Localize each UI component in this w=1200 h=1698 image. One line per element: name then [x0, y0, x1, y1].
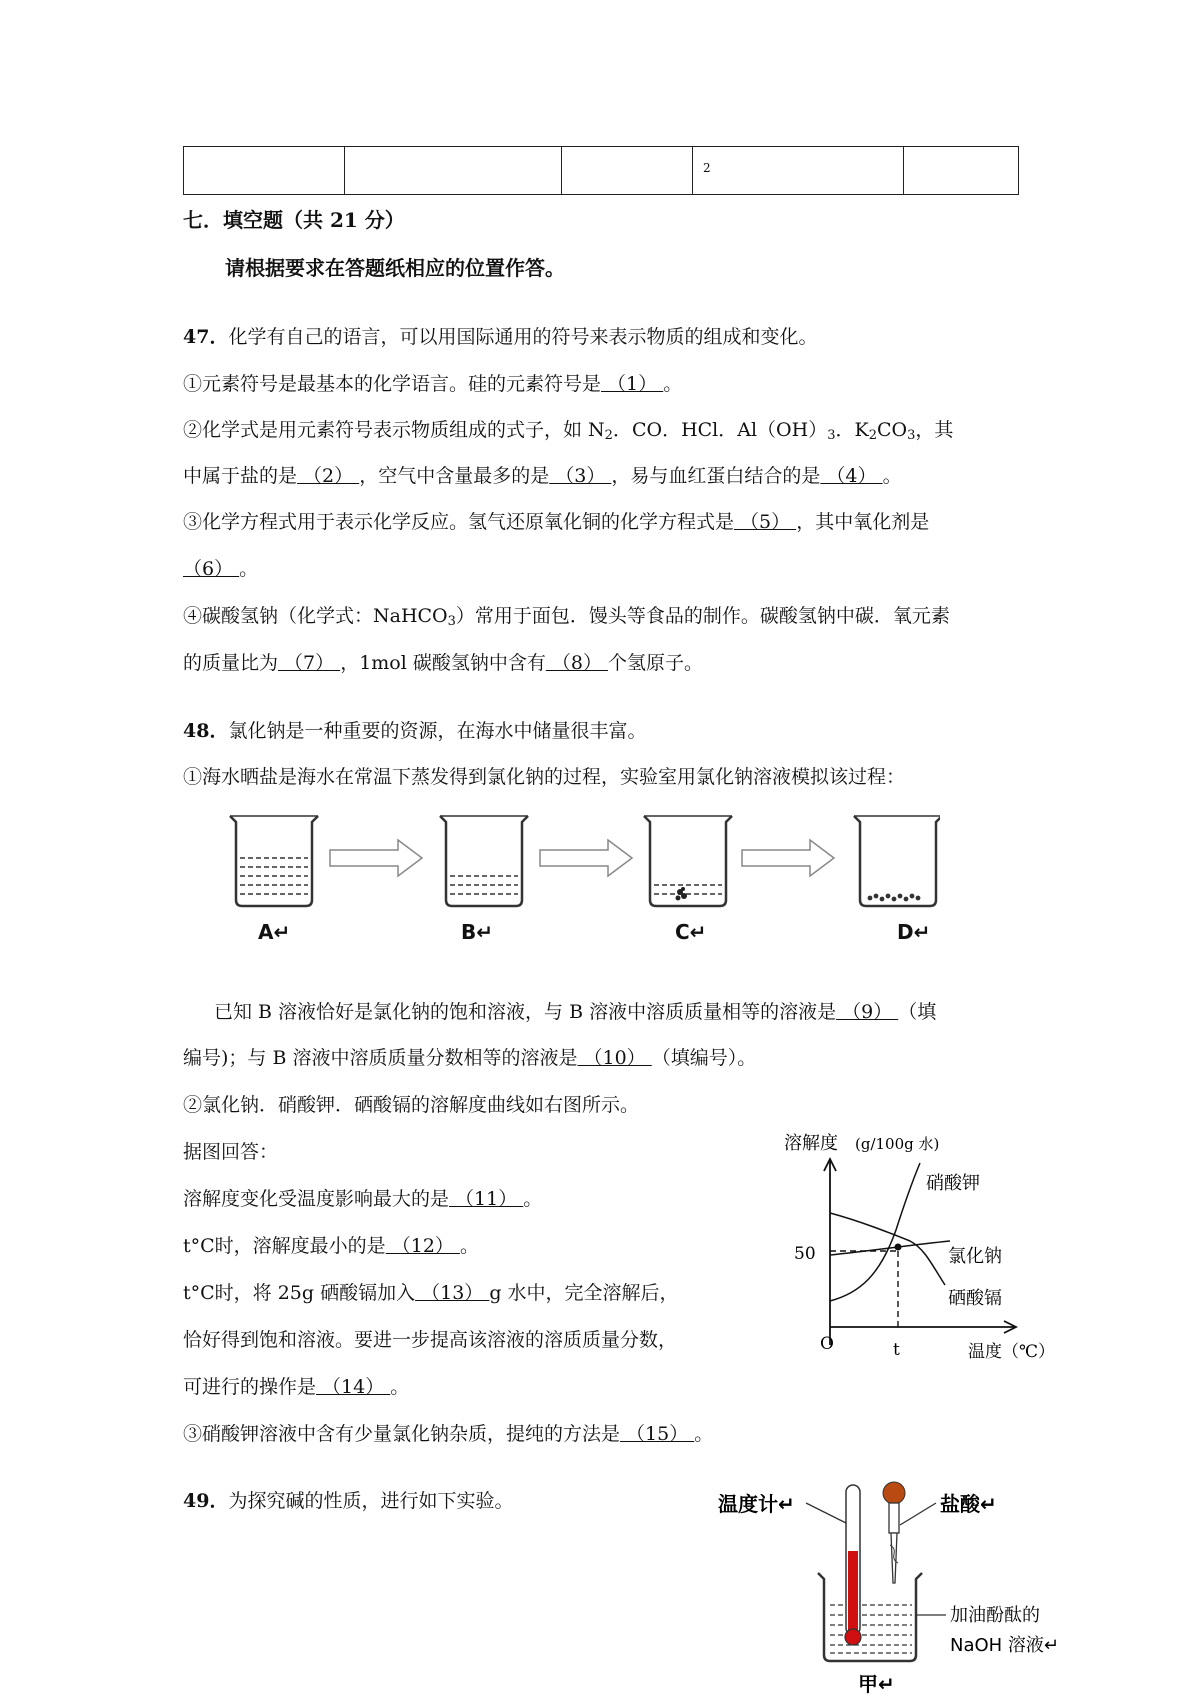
text: 。 [694, 1423, 714, 1445]
label-jia: 甲↵ [858, 1672, 895, 1695]
q48-line1: ①海水晒盐是海水在常温下蒸发得到氯化钠的过程，实验室用氯化钠溶液模拟该过程： [183, 766, 906, 788]
blank-10: （10） [577, 1047, 652, 1069]
q47-line7 [183, 651, 703, 675]
blank-9: （9） [836, 1001, 899, 1023]
q49-number: 49． [183, 1490, 229, 1512]
subscript: 2 [868, 428, 877, 443]
beaker-b-icon [440, 816, 528, 906]
q48-intro [183, 719, 646, 743]
blank-3: （3） [549, 465, 612, 487]
text: ①元素符号是最基本的化学语言。硅的元素符号是 [183, 373, 602, 395]
text: 编号)；与 B 溶液中溶质质量分数相等的溶液是 [183, 1047, 578, 1069]
text: t°C时，将 25g 硒酸镉加入 [183, 1282, 416, 1304]
text: 已知 B 溶液恰好是氯化钠的饱和溶液，与 B 溶液中溶质质量相等的溶液是 [214, 1001, 837, 1023]
text: 。 [523, 1188, 543, 1210]
table-cell [904, 147, 1019, 195]
arrow-icon [540, 840, 632, 876]
table-cell [562, 147, 693, 195]
beaker-evaporation-figure [220, 810, 940, 950]
intersection-point [895, 1244, 902, 1251]
arrow-icon [742, 840, 834, 876]
thermometer-icon [845, 1485, 861, 1645]
answer-table [183, 146, 1019, 195]
text: 。 [882, 465, 902, 487]
text: ，空气中含量最多的是 [359, 465, 550, 487]
beaker-label-d: D↵ [897, 920, 931, 944]
q47-intro-text: 化学有自己的语言，可以用国际通用的符号来表示物质的组成和变化。 [228, 326, 818, 348]
text: g 水中，完全溶解后， [489, 1282, 679, 1304]
label-cdse: 硒酸镉 [948, 1288, 1002, 1309]
label-kno3: 硝酸钾 [926, 1173, 980, 1194]
q47-line6 [183, 604, 950, 628]
q48-line8 [183, 1281, 679, 1305]
blank-13: （13） [415, 1282, 490, 1304]
q48-line11 [183, 1422, 713, 1446]
leader-line [806, 1503, 846, 1523]
curve-nacl [830, 1241, 950, 1255]
blank-8: （8） [545, 652, 609, 674]
text: ，易与血红蛋白结合的是 [611, 465, 821, 487]
q47-line4 [183, 510, 929, 534]
blank-11: （11） [449, 1188, 524, 1210]
beaker-label-c: C↵ [675, 920, 707, 944]
q47-line3 [183, 464, 902, 488]
subscript: 3 [907, 428, 916, 443]
section-title: 七．填空题（共 21 分） [183, 208, 405, 232]
q49-intro-text: 为探究碱的性质，进行如下实验。 [228, 1490, 514, 1512]
text: 个氢原子。 [608, 652, 704, 674]
q47-line1 [183, 372, 682, 396]
q48-line7 [183, 1234, 479, 1258]
q47-intro [183, 325, 817, 349]
text: 。 [663, 373, 683, 395]
text: ②化学式是用元素符号表示物质组成的式子，如 N [183, 419, 605, 441]
graph-yunit: (g/100g 水) [855, 1135, 940, 1153]
table-cell: 2 [693, 147, 904, 195]
thermometer-experiment-figure [700, 1465, 1090, 1695]
blank-1: （1） [601, 373, 664, 395]
table-cell [184, 147, 345, 195]
q48-line4: ②氯化钠．硝酸钾．硒酸镉的溶解度曲线如右图所示。 [183, 1094, 640, 1116]
text: 。 [459, 1235, 479, 1257]
blank-6: （6） [183, 558, 240, 580]
text: 的质量比为 [183, 652, 279, 674]
xtick-t: t [893, 1340, 900, 1360]
ytick-50: 50 [794, 1244, 816, 1264]
text: ③化学方程式用于表示化学反应。氢气还原氧化铜的化学方程式是 [183, 511, 735, 533]
text: ，其中氧化剂是 [796, 511, 930, 533]
text: 。 [239, 558, 259, 580]
q48-line9: 恰好得到饱和溶液。要进一步提高该溶液的溶质质量分数， [183, 1329, 678, 1351]
text: ③硝酸钾溶液中含有少量氯化钠杂质，提纯的方法是 [183, 1423, 621, 1445]
q48-number: 48． [183, 720, 229, 742]
beaker-label-a: A↵ [258, 920, 291, 944]
q47-line2 [183, 418, 953, 442]
label-solution-2: NaOH 溶液↵ [950, 1635, 1060, 1656]
subscript: 3 [827, 428, 836, 443]
text: t°C时，溶解度最小的是 [183, 1235, 386, 1257]
blank-2: （2） [297, 465, 360, 487]
beaker-icon [818, 1573, 922, 1661]
subscript: 2 [604, 428, 613, 443]
graph-ylabel: 溶解度 [784, 1133, 838, 1154]
text: 中属于盐的是 [183, 465, 298, 487]
text: ，1mol 碳酸氢钠中含有 [340, 652, 546, 674]
blank-12: （12） [385, 1235, 460, 1257]
text: ．CO．HCl．Al（OH） [612, 419, 828, 441]
text: （填编号）。 [651, 1047, 757, 1069]
q48-line6 [183, 1187, 542, 1211]
text: ）常用于面包．馒头等食品的制作。碳酸氢钠中碳．氧元素 [455, 605, 950, 627]
q48-line5: 据图回答： [183, 1141, 279, 1163]
text: ④碳酸氢钠（化学式：NaHCO [183, 605, 448, 627]
subscript: 3 [447, 614, 456, 629]
blank-5: （5） [734, 511, 797, 533]
solubility-graph [780, 1125, 1080, 1365]
blank-7: （7） [278, 652, 341, 674]
graph-xlabel: 温度（℃） [968, 1342, 1056, 1362]
q47-line5 [183, 557, 258, 581]
q49-intro [183, 1489, 513, 1513]
q47-number: 47． [183, 326, 229, 348]
beaker-label-b: B↵ [461, 920, 494, 944]
section-instruction: 请根据要求在答题纸相应的位置作答。 [225, 256, 565, 280]
q48-intro-text: 氯化钠是一种重要的资源，在海水中储量很丰富。 [228, 720, 647, 742]
text: ，其 [915, 419, 954, 441]
text: 可进行的操作是 [183, 1376, 317, 1398]
text: （填 [898, 1001, 937, 1023]
blank-4: （4） [820, 465, 883, 487]
leader-line [900, 1503, 936, 1525]
dropper-icon [883, 1482, 905, 1583]
q48-line10 [183, 1375, 409, 1399]
blank-14: （14） [316, 1376, 391, 1398]
beaker-d-icon [854, 816, 940, 906]
text: CO [876, 419, 908, 441]
beaker-c-icon [644, 816, 732, 906]
text: 。 [390, 1376, 410, 1398]
table-cell [345, 147, 562, 195]
q48-line2 [214, 1000, 936, 1024]
label-nacl: 氯化钠 [948, 1246, 1002, 1267]
label-acid: 盐酸↵ [940, 1492, 997, 1516]
curve-kno3 [830, 1163, 920, 1301]
text: 溶解度变化受温度影响最大的是 [183, 1188, 450, 1210]
beaker-a-icon [230, 816, 318, 906]
arrow-icon [330, 840, 422, 876]
q48-line3 [183, 1046, 756, 1070]
origin-label: O [820, 1334, 834, 1354]
label-thermometer: 温度计↵ [718, 1492, 795, 1516]
text: ．K [835, 419, 869, 441]
label-solution-1: 加油酚酞的 [950, 1605, 1040, 1626]
blank-15: （15） [620, 1423, 695, 1445]
